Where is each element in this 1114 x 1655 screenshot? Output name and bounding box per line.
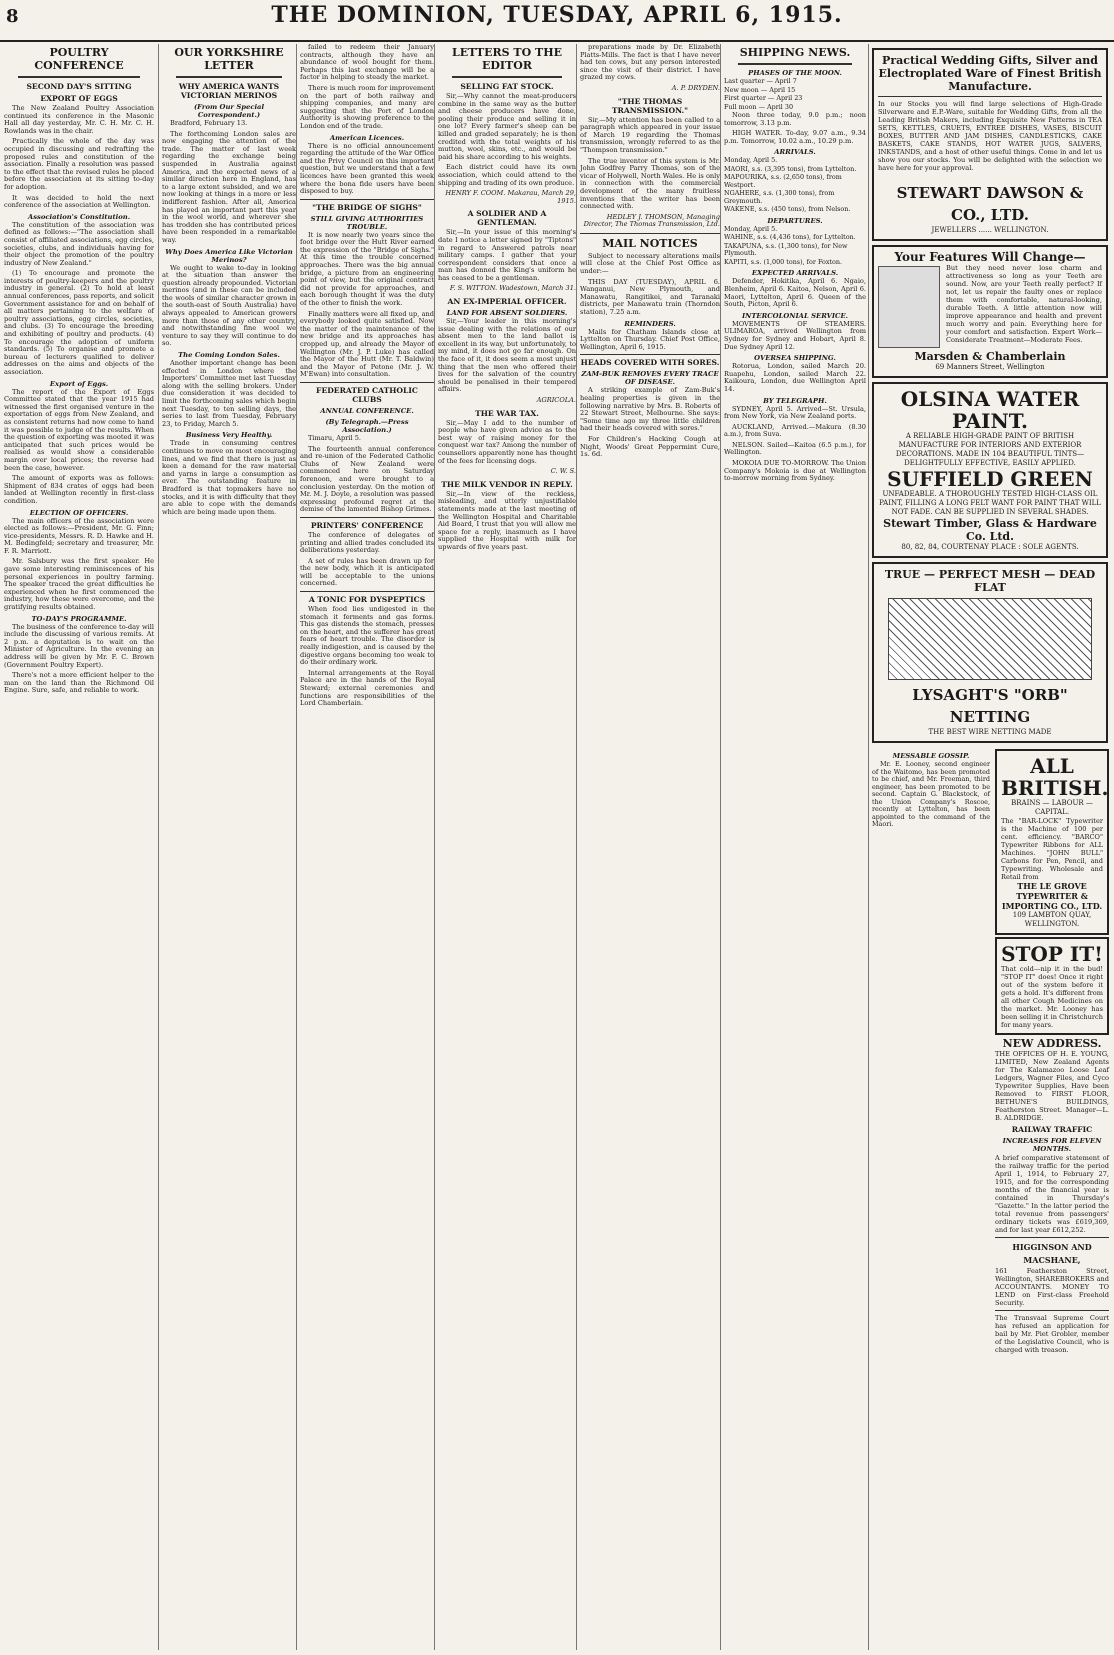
ad-advertiser: STEWART DAWSON & CO., LTD. bbox=[896, 184, 1084, 224]
section-subhead: Why Does America Like Victorian Merinos? bbox=[165, 247, 293, 264]
paragraph: Sir,—In your issue of this morning's date I notice a letter signed by "Tiptons" in regard to Answered patrols near military camps. I gather that your correspondent considers that once a man has donned the King's uniform he has ceased to be a gentleman. bbox=[438, 228, 576, 282]
paragraph: Finally matters were all fixed up, and everybody looked quite satisfied. Now the matter of the maintenance of the new bridge and its approaches has cropped up, and already the Mayor of Wellington (Mr. J. P. Luke) has called the Mayor of the Hutt (Mr. T. Baldwin) and the Mayor of Petone (Mr. J. W. M'Ewan) into consultation. bbox=[300, 309, 434, 379]
schedule-row: WAKENE, s.s. (450 tons), from Nelson. bbox=[724, 205, 851, 214]
ad-new-address bbox=[995, 1037, 1109, 1122]
ad-subline: JEWELLERS ...... WELLINGTON. bbox=[931, 226, 1049, 234]
schedule-row: WAHINE, s.s. (4,436 tons), for Lyttelton. bbox=[724, 233, 856, 242]
column-yorkshire-letter bbox=[158, 44, 299, 1650]
paragraph: Bradford, February 13. bbox=[170, 119, 248, 127]
portrait-illustration bbox=[878, 266, 940, 348]
paragraph: Internal arrangements at the Royal Palace are in the hands of the Royal Steward; external ceremonies and functions are responsibilities of the Lord Chamberlain. bbox=[300, 668, 434, 708]
paragraph: The constitution of the association was defined as follows:—"The association shall consist of affiliated associations, egg circles, societies, clubs, and individuals having for their object the promotion of the poultry industry of New Zealand." bbox=[4, 220, 154, 267]
paragraph: There's not a more efficient helper to the man on the land than the Richmond Oil Engine. Sure, safe, and reliable to work. bbox=[4, 671, 154, 695]
paragraph: A set of rules has been drawn up for the new body, which it is anticipated will be acceptable to the unions concerned. bbox=[300, 556, 434, 588]
paragraph: The conference of delegates of printing and allied trades concluded its deliberations yesterday. bbox=[300, 530, 434, 555]
section-subhead: Association's Constitution. bbox=[27, 212, 131, 221]
article-headline: SHIPPING NEWS. bbox=[739, 46, 851, 59]
paragraph: It is now nearly two years since the foot bridge over the Hutt River earned the expression of the "Bridge of Sighs." At this time the trouble concerned approaches. There was the big annual bridge, a picture from an engineering point of view, but the original contract did not provide for approaches, and each borough thought it was the duty of the other to finish the work. bbox=[300, 230, 434, 308]
section-subhead: BY TELEGRAPH. bbox=[763, 396, 827, 405]
schedule-row: Last quarter — April 7 bbox=[724, 77, 797, 85]
column-letters-to-editor bbox=[434, 44, 579, 1650]
paragraph: Sir,—Why cannot the meat-producers combine in the same way as the butter and cheese producers have done, pooling their produce and selling it in one lot? Every farmer's sheep can be killed and graded separately; he is then credited with the total weights of his mutton, wool, skins, etc., and would be paid his share according to his weights. bbox=[438, 92, 576, 161]
divider bbox=[580, 233, 720, 234]
section-subhead: TO-DAY'S PROGRAMME. bbox=[31, 614, 127, 623]
advertisement-column bbox=[868, 44, 1111, 1650]
ad-body: 161 Featherston Street, Wellington, SHAREBROKERS and ACCOUNTANTS. MONEY TO LEND on First-class Freehold Security. bbox=[995, 1267, 1109, 1307]
schedule-row: MAORI, s.s. (3,395 tons), from Lyttelton. bbox=[724, 164, 857, 173]
paragraph: The forthcoming London sales are now engaging the attention of the trade. The matter of last week regarding the exchange being suspended in Australia against America, and the expected news of a similar direction here in England, has to a large extent subsided, and we are now looking at things in a more or less indifferent fashion. After all, America has played an important part this year in the wool world, and wherever she has trodden she has contributed prices have been responded in a remarkable way. bbox=[162, 129, 296, 244]
paragraph: Timaru, April 5. bbox=[308, 433, 362, 442]
divider bbox=[580, 354, 720, 355]
article-subhead: ANNUAL CONFERENCE. bbox=[320, 406, 414, 415]
ad-wedding-gifts bbox=[872, 48, 1108, 241]
article-headline: FEDERATED CATHOLIC CLUBS bbox=[316, 385, 418, 404]
letter-subtitle: LAND FOR ABSENT SOLDIERS. bbox=[446, 309, 568, 318]
ad-lysaght-netting bbox=[872, 562, 1108, 743]
column-poultry-conference bbox=[4, 44, 157, 1650]
column-mail-notices bbox=[576, 44, 723, 1650]
divider bbox=[18, 76, 140, 78]
paragraph: For Children's Hacking Cough at Night, Woods' Great Peppermint Cure, 1s. 6d. bbox=[580, 434, 720, 459]
ad-row bbox=[869, 747, 1111, 1356]
divider bbox=[176, 76, 282, 78]
netting-illustration bbox=[888, 598, 1092, 680]
paragraph: The New Zealand Poultry Association continued its conference in the Masonic Hall all day yesterday, Mr. C. H. Mr. C. H. Rowlands was in the chair. bbox=[4, 104, 154, 135]
divider bbox=[878, 96, 1102, 97]
ad-body: That cold—nip it in the bud! "STOP IT" does! Once it right out of the system before it gets a hold. It's different from all other Cough Medicines on the market. Mr. Looney has been selling it in Christchurch for many years. bbox=[1001, 965, 1103, 1029]
paragraph: Sir,—My attention has been called to a paragraph which appeared in your issue of March 19 regarding the Thomas transmission, wrongly referred to as the "Thompson transmission." bbox=[580, 115, 720, 154]
paragraph: Noon three today, 9.0 p.m.; noon tomorrow, 3.13 p.m. bbox=[724, 111, 866, 127]
paragraph: Subject to necessary alterations mails will close at the Chief Post Office as under:— bbox=[580, 251, 720, 276]
paragraph: Mr. E. Looney, second engineer of the Waitomo, has been promoted to be chief, and Mr. Freeman, third engineer, has been promoted to be second. Captain G. Blackstock, of the Union Company's Roscoe, recently at Lyttelton, has been appointed to the command of the Maori. bbox=[872, 760, 990, 828]
section-subhead: OVERSEA SHIPPING. bbox=[754, 354, 836, 363]
ad-typewriter bbox=[995, 749, 1109, 935]
ad-body: The Transvaal Supreme Court has refused an application for bail by Mr. Piet Grobler, member of the Legislative Council, who is charged with treason. bbox=[995, 1314, 1109, 1354]
ad-headline: STOP IT! bbox=[1001, 942, 1103, 966]
section-subhead: MESSABLE GOSSIP. bbox=[892, 752, 970, 760]
paragraph: The business of the conference to-day will include the discussing of various remits. At 2 p.m. a deputation is to wait on the Minister of Agriculture. In the evening an address will be given by Mr. F. C. Brown (Government Poultry Expert). bbox=[4, 622, 154, 669]
article-headline: RAILWAY TRAFFIC bbox=[1011, 1125, 1093, 1134]
section-subhead: EXPECTED ARRIVALS. bbox=[751, 269, 839, 278]
ad-advertiser: Stewart Timber, Glass & Hardware Co. Ltd. bbox=[883, 517, 1097, 543]
ad-body: A brief comparative statement of the railway traffic for the period April 1, 1914, to February 27, 1915, and for the corresponding months of the financial year is contained in Thursday's "Gazette." In the latter period the total revenue from passengers' ordinary tickets was £619,369, and for last year £612,252. bbox=[995, 1154, 1109, 1234]
letter-title: SELLING FAT STOCK. bbox=[460, 82, 554, 91]
ad-stack bbox=[993, 747, 1111, 1356]
paragraph: Rotorua, London, sailed March 20. Ruapehu, London, sailed March 22. Kaikoura, London, due Wellington April 14. bbox=[724, 362, 866, 393]
ad-stop-it bbox=[995, 937, 1109, 1035]
schedule-row: Monday, April 5. bbox=[724, 224, 778, 233]
divider bbox=[452, 76, 562, 78]
paragraph: The report of the Export of Eggs Committee stated that the year 1915 had witnessed the first organised venture in the exportation of eggs from New Zealand, and as consistent returns had now come to hand it was possible to judge of the results. When the question of exporting was mooted it was anticipated that such prices would be realised as would show a considerable margin over local prices; the reverse had been the case, however. bbox=[4, 387, 154, 472]
paragraph: Sir,—In view of the reckless, misleading, and utterly unjustifiable statements made at the last meeting of the Wellington Hospital and Charitable Aid Board, I trust that you will allow me space for a reply, inasmuch as I have supplied the Hospital with milk for upwards of five years past. bbox=[438, 489, 576, 551]
article-byline: (By Telegraph.—Press Association.) bbox=[325, 417, 409, 434]
article-headline: LETTERS TO THE EDITOR bbox=[452, 46, 562, 72]
section-subhead: PHASES OF THE MOON. bbox=[748, 69, 842, 77]
letter-title: THE MILK VENDOR IN REPLY. bbox=[441, 479, 573, 489]
paragraph: Each district could have its own association, which could attend to the shipping and trading of its own produce. bbox=[438, 163, 576, 187]
article-subhead: STILL GIVING AUTHORITIES TROUBLE. bbox=[310, 214, 424, 231]
article-subhead: ZAM-BUK REMOVES EVERY TRACE OF DISEASE. bbox=[581, 370, 719, 387]
divider bbox=[738, 63, 852, 65]
letter-signature: HEDLEY J. THOMSON, Managing Director, The Thomas Transmission, Ltd. bbox=[583, 212, 720, 229]
section-subhead: DEPARTURES. bbox=[767, 216, 823, 225]
paragraph: HIGH WATER. To-day, 9.07 a.m., 9.34 p.m. Tomorrow, 10.02 a.m., 10.29 p.m. bbox=[724, 129, 866, 145]
schedule-row: First quarter — April 23 bbox=[724, 94, 803, 102]
letter-title: THE WAR TAX. bbox=[475, 408, 539, 418]
schedule-row: KAPITI, s.s. (1,000 tons), for Foxton. bbox=[724, 257, 843, 266]
article-byline: (From Our Special Correspondent.) bbox=[193, 103, 265, 119]
paragraph: There is much room for improvement on the part of both railway and shipping companies, and many are suggesting that the Port of London Authority is showing preference to the London end of the trade. bbox=[300, 83, 434, 130]
ad-address: 109 LAMBTON QUAY, WELLINGTON. bbox=[1012, 911, 1092, 928]
paragraph: Mr. Salsbury was the first speaker. He gave some interesting reminiscences of his personal experiences in poultry farming. The speaker traced the great difficulties he experienced when he first commenced the industry, how these were overcome, and the gratifying results obtained. bbox=[4, 557, 154, 612]
ad-advertiser: THE LE GROVE TYPEWRITER & IMPORTING CO., LTD. bbox=[1001, 881, 1103, 911]
railway-traffic-article bbox=[995, 1125, 1109, 1354]
letter-signature: AGRICOLA. bbox=[536, 396, 576, 404]
article-headline: PRINTERS' CONFERENCE bbox=[310, 520, 424, 530]
paragraph: The fourteenth annual conference and re-union of the Federated Catholic Clubs of New Zealand were commenced here on Saturday forenoon, and were brought to a conclusion yesterday. On the motion of Mr. M. J. Doyle, a resolution was passed expressing profound regret at the demise of the lamented Bishop Grimes. bbox=[300, 444, 434, 514]
section-subhead: Export of Eggs. bbox=[49, 379, 109, 388]
letter-signature: HENRY F. COOM. Makarau, March 29, 1915. bbox=[445, 189, 576, 205]
paragraph: Defender, Hokitika, April 6. Ngaio, Blenheim, April 6. Kaitoa, Nelson, April 6. Maori, Lyttelton, April 6. Queen of the South, Picton, April 6. bbox=[724, 277, 866, 309]
paragraph: The true inventor of this system is Mr. John Godfrey Parry Thomas, son of the vicar of Holywell, North Wales. He is only in connection with the commercial development of the many fruitless inventions that the writer has been connected with. bbox=[580, 156, 720, 211]
letter-title: "THE THOMAS TRANSMISSION." bbox=[611, 96, 689, 115]
article-subhead: EXPORT OF EGGS bbox=[40, 94, 118, 103]
paragraph: Trade in consuming centres continues to move on most encouraging lines, and we find that there is just as keen a demand for the raw material and yarns in large a consumption as ever. The outstanding feature in Bradford is that topmakers have no stocks, and it is with difficulty that they are able to cope with the demands which are being made upon them. bbox=[162, 439, 296, 516]
paragraph: Practically the whole of the day was occupied in discussing and redrafting the proposed rules and constitution of the association. Finally a resolution was passed to the effect that the revised rules be placed before the association at its sitting to-day for adoption. bbox=[4, 137, 154, 191]
article-headline: "THE BRIDGE OF SIGHS" bbox=[312, 202, 422, 212]
section-subhead: Business Very Healthy. bbox=[185, 431, 273, 440]
page-number: 8 bbox=[6, 6, 19, 27]
article-headline: POULTRY CONFERENCE bbox=[34, 46, 124, 72]
paragraph: MOKOIA DUE TO-MORROW. The Union Company's Mokoia is due at Wellington to-morrow morning from Sydney. bbox=[724, 459, 866, 483]
paragraph: A striking example of Zam-Buk's healing properties is given in the following narrative by Mrs. B. Roberts of 22 Stewart Street, Melbourne. She says: "Some time ago my three little children had their heads covered with sores." bbox=[580, 386, 720, 433]
ad-subline: BRAINS — LABOUR — CAPITAL. bbox=[1011, 799, 1093, 816]
ad-headline: OLSINA WATER PAINT. bbox=[900, 387, 1080, 433]
article-headline: HEADS COVERED WITH SORES. bbox=[580, 358, 720, 368]
column-shipping-news bbox=[720, 44, 869, 1650]
section-subhead: INTERCOLONIAL SERVICE. bbox=[741, 311, 849, 320]
paragraph: AUCKLAND, Arrived.—Makura (8.30 a.m.), from Suva. bbox=[724, 422, 866, 439]
paragraph: The main officers of the association were elected as follows:—President, Mr. G. Finn; vice-presidents, Messrs. R. D. Hawke and H. M. Bedingfeld; secretary and treasurer, Mr. F. R. Marriott. bbox=[4, 516, 154, 555]
paragraph: When food lies undigested in the stomach it ferments and gas forms. This gas distends the stomach, presses on the heart, and the sufferer has great fears of heart trouble. The disorder is really indigestion, and is caused by the digestive organs becoming too weak to do their ordinary work. bbox=[300, 605, 434, 667]
section-subhead: ARRIVALS. bbox=[774, 148, 816, 157]
ad-headline: ALL BRITISH. bbox=[1001, 754, 1109, 800]
newspaper-title: THE DOMINION, TUESDAY, APRIL 6, 1915. bbox=[271, 2, 843, 28]
column-bridge-of-sighs bbox=[296, 44, 437, 1650]
paragraph: Mails for Chatham Islands close at Lyttelton on Thursday. Chief Post Office, Wellington, April 6, 1915. bbox=[580, 327, 720, 351]
divider bbox=[300, 591, 434, 592]
moon-phases bbox=[724, 78, 866, 111]
paragraph: MOVEMENTS OF STEAMERS. ULIMAROA, arrived Wellington from Sydney for Sydney and Hobart, April 8. Due Sydney April 12. bbox=[724, 319, 866, 351]
paragraph: It was decided to hold the next conference of the association at Wellington. bbox=[4, 193, 154, 210]
letter-signature: C. W. S. bbox=[550, 467, 576, 476]
article-headline: OUR YORKSHIRE LETTER bbox=[174, 46, 284, 72]
divider bbox=[995, 1237, 1109, 1238]
article-subhead: INCREASES FOR ELEVEN MONTHS. bbox=[1002, 1137, 1102, 1153]
ad-body: But they need never lose charm and attractiveness so long as your Teeth are sound. Now, are your Teeth really perfect? If not, let us repair the faulty ones or replace them with comfortable, natural-looking, durable Teeth. A little attention now will improve appearance and health and prevent much worry and pain. Everything here for your comfort and satisfaction. Expert Work—Considerate Treatment—Moderate Fees. bbox=[946, 264, 1102, 344]
ad-headline: Your Features Will Change— bbox=[894, 250, 1086, 264]
arrivals-list bbox=[724, 157, 866, 214]
paragraph: NELSON. Sailed—Kaitoa (6.5 p.m.), for Wellington. bbox=[724, 440, 866, 457]
section-subhead: American Licences. bbox=[329, 133, 405, 142]
ad-advertiser: Marsden & Chamberlain bbox=[914, 350, 1066, 363]
departures-list bbox=[724, 226, 866, 267]
schedule-row: Monday, April 5. bbox=[724, 156, 778, 165]
ad-headline: SUFFIELD GREEN bbox=[887, 467, 1093, 491]
letter-signature: F. S. WITTON. Wadestown, March 31. bbox=[449, 284, 576, 293]
letter-title: AN EX-IMPERIAL OFFICER. bbox=[447, 297, 567, 307]
paragraph: preparations made by Dr. Elizabeth Platts-Mills. The fact is that I have never had ten cows, but any person interested since the visit of their district. I have grazed my cows. bbox=[580, 44, 720, 82]
ad-advertiser: LYSAGHT'S "ORB" NETTING bbox=[912, 686, 1068, 726]
ad-body: In our Stocks you will find large selections of High-Grade Silverware and E.P.-Ware, suitable for Wedding Gifts, from all the Leading British Makers, including Exquisite New Patterns in TEA SETS, KETTLES, CRUETS, ENTREE DISHES, VASES, BISCUIT BOXES, BUTTER AND JAM DISHES, CANDLESTICKS, CAKE BASKETS, CAKE STANDS, HOT WATER JUGS, SALVERS, INKSTANDS, and a host of other useful things. Come in and let us show you our stocks. You will be delighted with the selection we have here for your approval. bbox=[878, 100, 1102, 172]
paragraph: THIS DAY (TUESDAY), APRIL 6. Wanganui, New Plymouth, and Manawatu, Rangitikei, and Taranaki districts, per Manawatu train (Thorndon station), 7.25 a.m. bbox=[580, 277, 720, 317]
article-headline: A TONIC FOR DYSPEPTICS bbox=[308, 595, 426, 605]
divider bbox=[300, 382, 434, 383]
ad-body: The "BAR-LOCK" Typewriter is the Machine of 100 per cent. efficiency. "BARCO" Typewriter Ribbons for ALL Machines. "JOHN BULL" Carbons for Pen, Pencil, and Typewriting. Wholesale and Retail from bbox=[1001, 817, 1103, 881]
section-subhead: The Coming London Sales. bbox=[178, 351, 280, 360]
letter-signature: A. P. DRYDEN. bbox=[671, 83, 720, 92]
divider bbox=[300, 199, 434, 200]
schedule-row: Full moon — April 30 bbox=[724, 102, 794, 111]
gossip-column bbox=[869, 747, 993, 1356]
paragraph: The amount of exports was as follows: Shipment of 834 crates of eggs had been landed at Wellington recently in first-class condition. bbox=[4, 474, 154, 505]
ad-body: UNFADEABLE. A THOROUGHLY TESTED HIGH-CLASS OIL PAINT, FILLING A LONG FELT WANT FOR PAINT THAT WILL NOT FADE. CAN BE SUPPLIED IN SEVERAL SHADES. bbox=[879, 490, 1101, 516]
ad-headline: TRUE — PERFECT MESH — DEAD FLAT bbox=[884, 568, 1096, 594]
ad-subline: THE BEST WIRE NETTING MADE bbox=[928, 728, 1052, 736]
paragraph: failed to redeem their January contracts, although they have an abundance of wool bought for them. Perhaps this last exchange will be a factor in helping to steady the market. bbox=[300, 44, 434, 82]
ad-dentists bbox=[872, 245, 1108, 378]
masthead bbox=[0, 0, 1114, 42]
ad-headline: Practical Wedding Gifts, Silver and Electroplated Ware of Finest British Manufacture. bbox=[878, 54, 1102, 93]
article-headline: MAIL NOTICES bbox=[602, 236, 698, 250]
schedule-row: NGAHERE, s.s. (1,300 tons), from Greymouth. bbox=[724, 189, 835, 205]
section-subhead: REMINDERS. bbox=[624, 319, 676, 328]
schedule-row: New moon — April 15 bbox=[724, 85, 796, 94]
ad-body: THE OFFICES OF H. E. YOUNG, LIMITED, New Zealand Agents for The Kalamazoo Loose Leaf Ledgers, Wagner Files, and Cyco Typewriter Supplies, Have been Removed to FIRST FLOOR, BETHUNE'S BUILDINGS, Featherston Street. Manager—L. B. ALDRIDGE. bbox=[995, 1050, 1109, 1122]
paragraph: Sir,—May I add to the number of people who have given advice as to the best way of raising money for the conquest war tax? Among the number of counsellors apparently none has thought of the fees for licensing dogs. bbox=[438, 418, 576, 465]
paragraph: (1) To encourage and promote the interests of poultry-keepers and the poultry industry in general. (2) To hold at least annual conferences, pass reports, and solicit Government assistance for and on behalf of all matters pertaining to the welfare of poultry associations, egg circles, societies, and clubs. (3) To encourage the breeding and exhibiting of poultry and products. (4) To encourage the adoption of uniform standards. (5) To organise and promote a bureau of lecturers qualified to deliver addresses on the aims and objects of the association. bbox=[4, 269, 154, 376]
ad-olsina-paint bbox=[872, 382, 1108, 558]
ad-address: 69 Manners Street, Wellington bbox=[935, 363, 1045, 371]
paragraph: SYDNEY, April 5. Arrived—St. Ursula, from New York, via New Zealand ports. bbox=[724, 404, 866, 421]
ad-headline: NEW ADDRESS. bbox=[1002, 1037, 1102, 1050]
article-subhead: WHY AMERICA WANTS VICTORIAN MERINOS bbox=[178, 82, 280, 100]
ad-body: A RELIABLE HIGH-GRADE PAINT OF BRITISH MANUFACTURE FOR INTERIORS AND EXTERIOR DECORATIONS. MADE IN 104 BEAUTIFUL TINTS—DELIGHTFULLY EFFECTIVE, EASILY APPLIED. bbox=[895, 432, 1085, 467]
letter-title: A SOLDIER AND A GENTLEMAN. bbox=[467, 209, 547, 228]
schedule-row: TAKAPUNA, s.s. (1,300 tons), for New Plymouth. bbox=[724, 241, 848, 258]
ad-advertiser: HIGGINSON AND MACSHANE, bbox=[1012, 1242, 1092, 1265]
section-subhead: ELECTION OF OFFICERS. bbox=[29, 508, 129, 517]
article-subhead: SECOND DAY'S SITTING bbox=[26, 82, 132, 91]
divider bbox=[300, 517, 434, 518]
schedule-row: MAPOURIKA, s.s. (2,650 tons), from Westport. bbox=[724, 173, 842, 189]
paragraph: Another important change has been effected in London where the Importers' Committee met last Tuesday along with the selling brokers. Under due consideration it was decided to limit the forthcoming sales which begin next Tuesday, to ten selling days, the series to last from Tuesday, February 23, to Friday, March 5. bbox=[162, 359, 296, 428]
paragraph: We ought to wake to-day in looking at the situation than answer the question already propounded. Victorian merinos (and in these can be included the wools of similar character grown in the south-east of South Australia) have always appealed to American growers more than those of any other country, and notwithstanding fine wool we venture to say they will continue to do so. bbox=[162, 263, 296, 348]
paragraph: Sir,—Your leader in this morning's issue dealing with the relations of our absent men to the land ballot is excellent in its way, but unfortunately, to my mind, it does not go far enough. On the face of it, it does seem a most unjust thing that the men who offered their lives for the salvation of the country should be penalised in their tempered affairs. bbox=[438, 317, 576, 394]
paragraph: There is no official announcement regarding the attitude of the War Office and the Privy Council on this important question, but we understand that a few licences have been granted this week where the bona fide users have been disposed to buy. bbox=[300, 141, 434, 196]
ad-address: 80, 82, 84, COURTENAY PLACE : SOLE AGENTS. bbox=[901, 543, 1079, 551]
divider bbox=[995, 1310, 1109, 1311]
